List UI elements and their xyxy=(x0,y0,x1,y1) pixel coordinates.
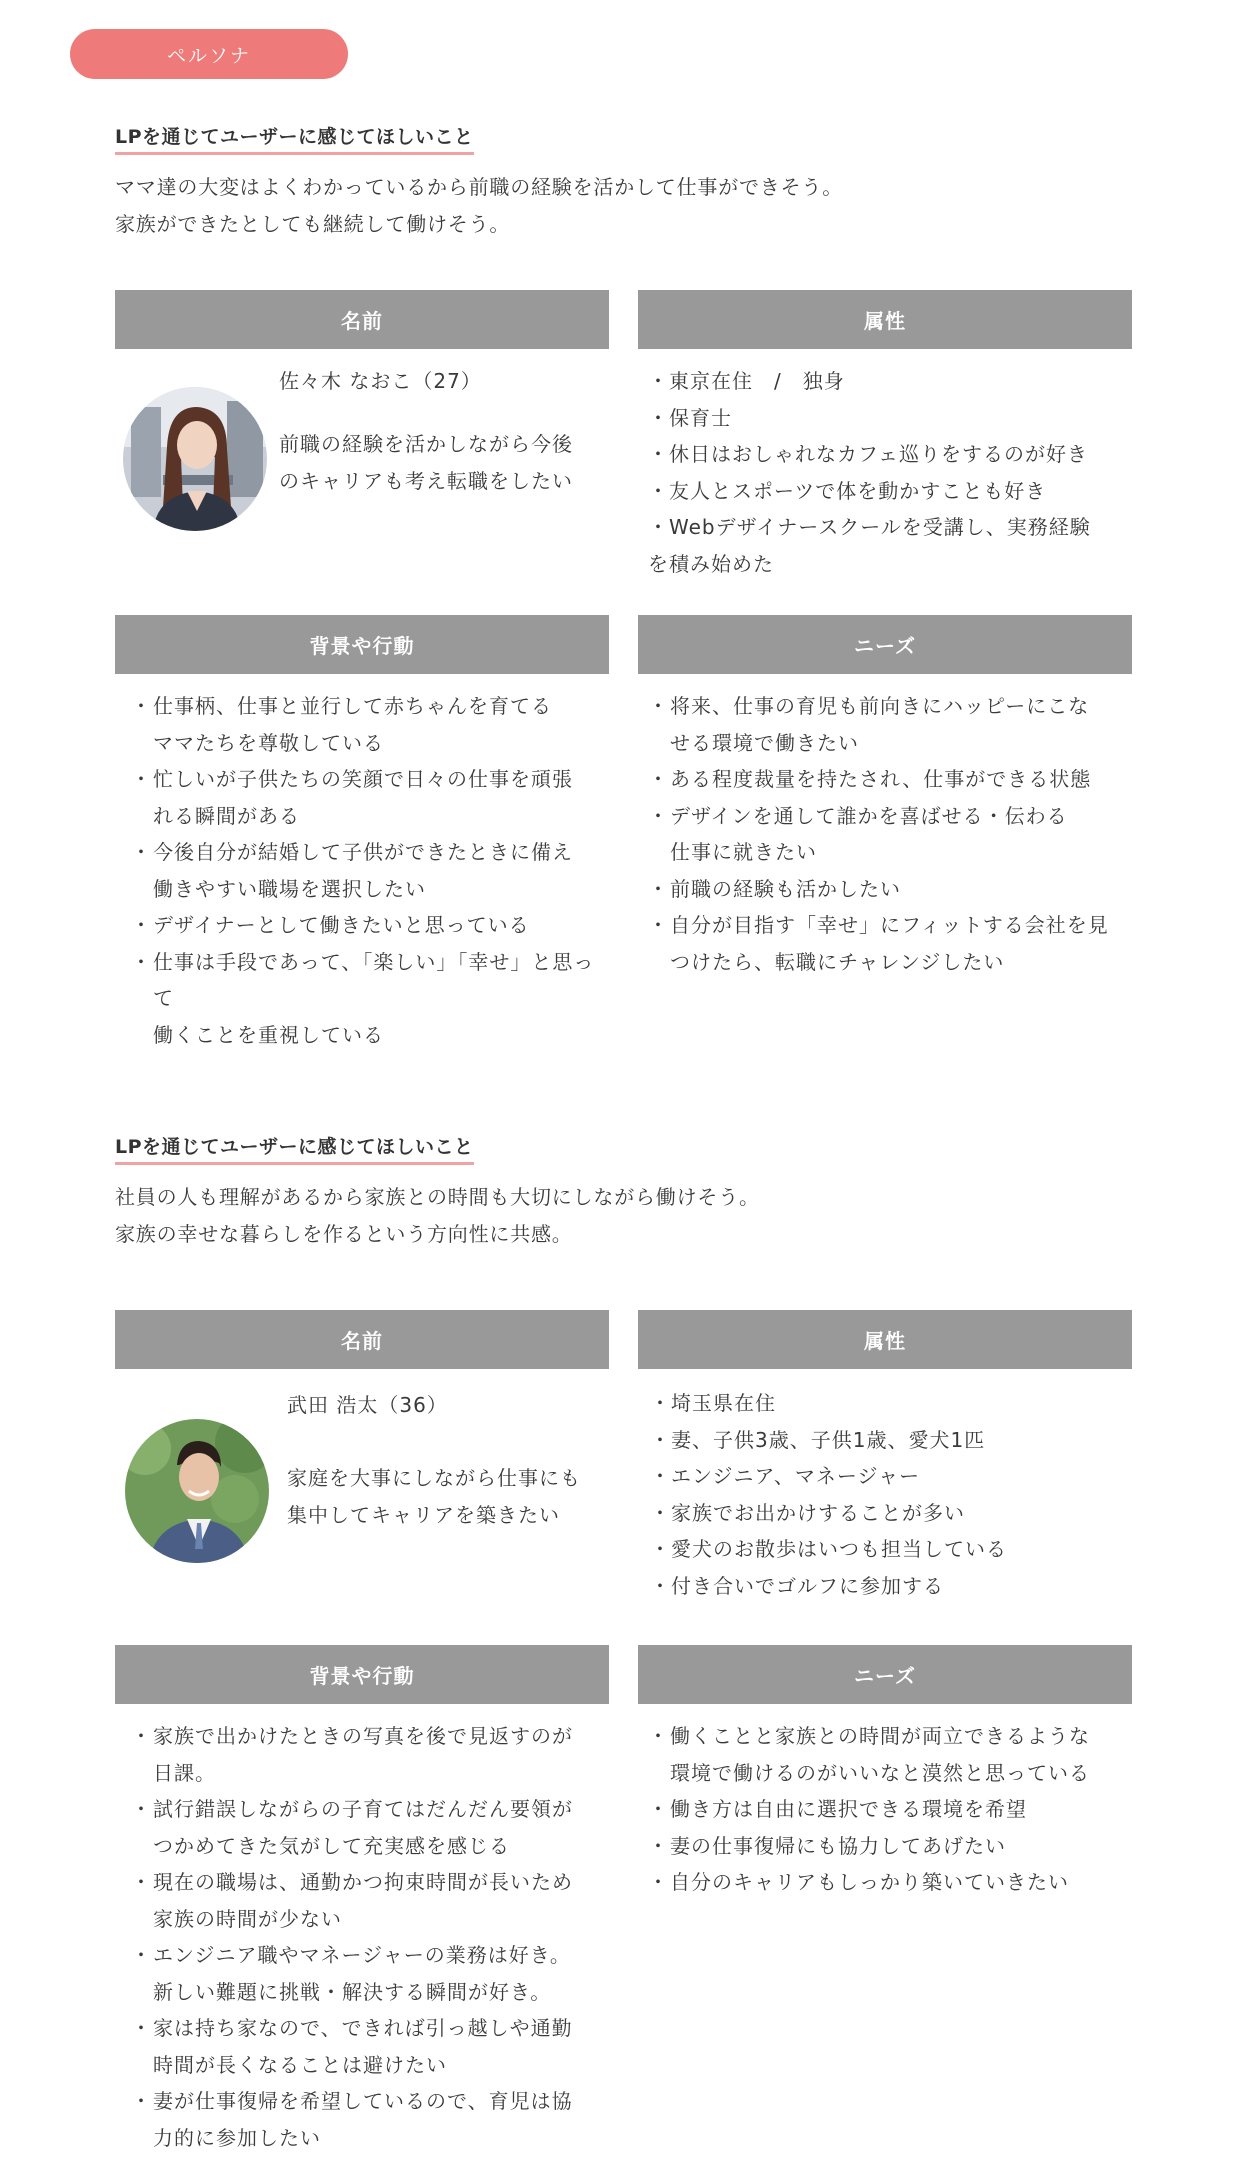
attributes-card xyxy=(638,1310,1132,1604)
name-card xyxy=(115,290,609,609)
attributes-card xyxy=(638,290,1132,582)
name-desc-line: のキャリアも考え転職をしたい xyxy=(279,469,573,493)
background-item: ・ 今後自分が結婚して子供ができたときに備え 働きやすい職場を選択したい xyxy=(131,834,609,907)
attribute-item: ・付き合いでゴルフに参加する xyxy=(650,1573,944,1598)
name-body xyxy=(115,349,609,609)
lp-intro xyxy=(115,1179,1135,1253)
name-text xyxy=(287,1387,581,1534)
needs-card xyxy=(638,615,1132,980)
background-item: ・ 妻が仕事復帰を希望しているので、育児は協 力的に参加したい xyxy=(131,2083,609,2156)
background-item: ・ エンジニア職やマネージャーの業務は好き。 新しい難題に挑戦・解決する瞬間が好き。 xyxy=(131,1937,609,2010)
needs-item: ・ ある程度裁量を持たされ、仕事ができる状態 xyxy=(648,761,1132,798)
attribute-item: ・休日はおしゃれなカフェ巡りをするのが好き xyxy=(648,442,1088,466)
needs-item: ・ 前職の経験も活かしたい xyxy=(648,871,1132,908)
background-list xyxy=(115,688,609,1053)
intro-line: 社員の人も理解があるから家族との時間も大切にしながら働けそう。 xyxy=(115,1185,760,1209)
background-item: ・ 現在の職場は、通勤かつ拘束時間が長いため 家族の時間が少ない xyxy=(131,1864,609,1937)
needs-item: ・ 働くことと家族との時間が両立できるような 環境で働けるのがいいなと漠然と思っている xyxy=(648,1718,1132,1791)
background-item: ・ 家は持ち家なので、できれば引っ越しや通勤 時間が長くなることは避けたい xyxy=(131,2010,609,2083)
persona-name: 佐々木 なおこ（27） xyxy=(279,369,482,393)
needs-header: ニーズ xyxy=(638,1645,1132,1704)
attribute-item: ・妻、子供3歳、子供1歳、愛犬1匹 xyxy=(650,1427,986,1452)
attribute-item: ・エンジニア、マネージャー xyxy=(650,1464,921,1488)
attribute-item: ・Webデザイナースクールを受講し、実務経験 xyxy=(648,515,1091,539)
background-header: 背景や行動 xyxy=(115,615,609,674)
name-desc-line: 家庭を大事にしながら仕事にも xyxy=(287,1466,581,1490)
name-header: 名前 xyxy=(115,1310,609,1369)
attribute-item: ・友人とスポーツで体を動かすことも好き xyxy=(648,478,1047,503)
intro-line: 家族ができたとしても継続して働けそう。 xyxy=(115,212,511,236)
background-list xyxy=(115,1718,609,2156)
attribute-item: を積み始めた xyxy=(648,551,774,576)
name-header: 名前 xyxy=(115,290,609,349)
background-item: ・ 忙しいが子供たちの笑顔で日々の仕事を頑張 れる瞬間がある xyxy=(131,761,609,834)
persona-section-2 xyxy=(115,1132,1135,2150)
attributes-list xyxy=(638,363,1132,582)
attribute-item: ・埼玉県在住 xyxy=(650,1391,776,1415)
background-item: ・ 家族で出かけたときの写真を後で見返すのが 日課。 xyxy=(131,1718,609,1791)
lp-heading: LPを通じてユーザーに感じてほしいこと xyxy=(115,122,474,155)
background-item: ・ 試行錯誤しながらの子育てはだんだん要領が つかめてきた気がして充実感を感じる xyxy=(131,1791,609,1864)
needs-list xyxy=(638,1718,1132,1901)
background-item: ・ 仕事は手段であって、「楽しい」「幸せ」と思って 働くことを重視している xyxy=(131,944,609,1054)
attribute-item: ・愛犬のお散歩はいつも担当している xyxy=(650,1537,1007,1561)
lp-intro xyxy=(115,169,1135,243)
name-text xyxy=(279,363,573,500)
needs-item: ・ 妻の仕事復帰にも協力してあげたい xyxy=(648,1828,1132,1865)
attribute-item: ・保育士 xyxy=(648,405,732,430)
lp-heading: LPを通じてユーザーに感じてほしいこと xyxy=(115,1132,474,1165)
attributes-header: 属性 xyxy=(638,290,1132,349)
name-desc-line: 前職の経験を活かしながら今後 xyxy=(279,432,573,456)
name-card xyxy=(115,1310,609,1629)
needs-item: ・ 自分のキャリアもしっかり築いていきたい xyxy=(648,1864,1132,1901)
attribute-item: ・家族でお出かけすることが多い xyxy=(650,1500,965,1525)
persona-section-1 xyxy=(115,122,1135,1047)
name-desc-line: 集中してキャリアを築きたい xyxy=(287,1503,560,1527)
needs-item: ・ デザインを通して誰かを喜ばせる・伝わる 仕事に就きたい xyxy=(648,798,1132,871)
needs-list xyxy=(638,688,1132,980)
intro-line: ママ達の大変はよくわかっているから前職の経験を活かして仕事ができそう。 xyxy=(115,175,843,199)
needs-card xyxy=(638,1645,1132,1901)
attribute-item: ・東京在住 / 独身 xyxy=(648,369,845,393)
persona-badge: ペルソナ xyxy=(70,29,348,79)
background-card xyxy=(115,615,609,1053)
intro-line: 家族の幸せな暮らしを作るという方向性に共感。 xyxy=(115,1222,573,1246)
name-body xyxy=(115,1369,609,1629)
background-item: ・ デザイナーとして働きたいと思っている xyxy=(131,907,609,944)
background-header: 背景や行動 xyxy=(115,1645,609,1704)
background-item: ・ 仕事柄、仕事と並行して赤ちゃんを育てる ママたちを尊敬している xyxy=(131,688,609,761)
background-card xyxy=(115,1645,609,2156)
attributes-list xyxy=(638,1385,1132,1604)
persona-name: 武田 浩太（36） xyxy=(287,1393,448,1417)
needs-header: ニーズ xyxy=(638,615,1132,674)
needs-item: ・ 将来、仕事の育児も前向きにハッピーにこな せる環境で働きたい xyxy=(648,688,1132,761)
avatar xyxy=(123,387,267,531)
needs-item: ・ 自分が目指す「幸せ」にフィットする会社を見 つけたら、転職にチャレンジしたい xyxy=(648,907,1132,980)
avatar xyxy=(125,1419,269,1563)
attributes-header: 属性 xyxy=(638,1310,1132,1369)
needs-item: ・ 働き方は自由に選択できる環境を希望 xyxy=(648,1791,1132,1828)
